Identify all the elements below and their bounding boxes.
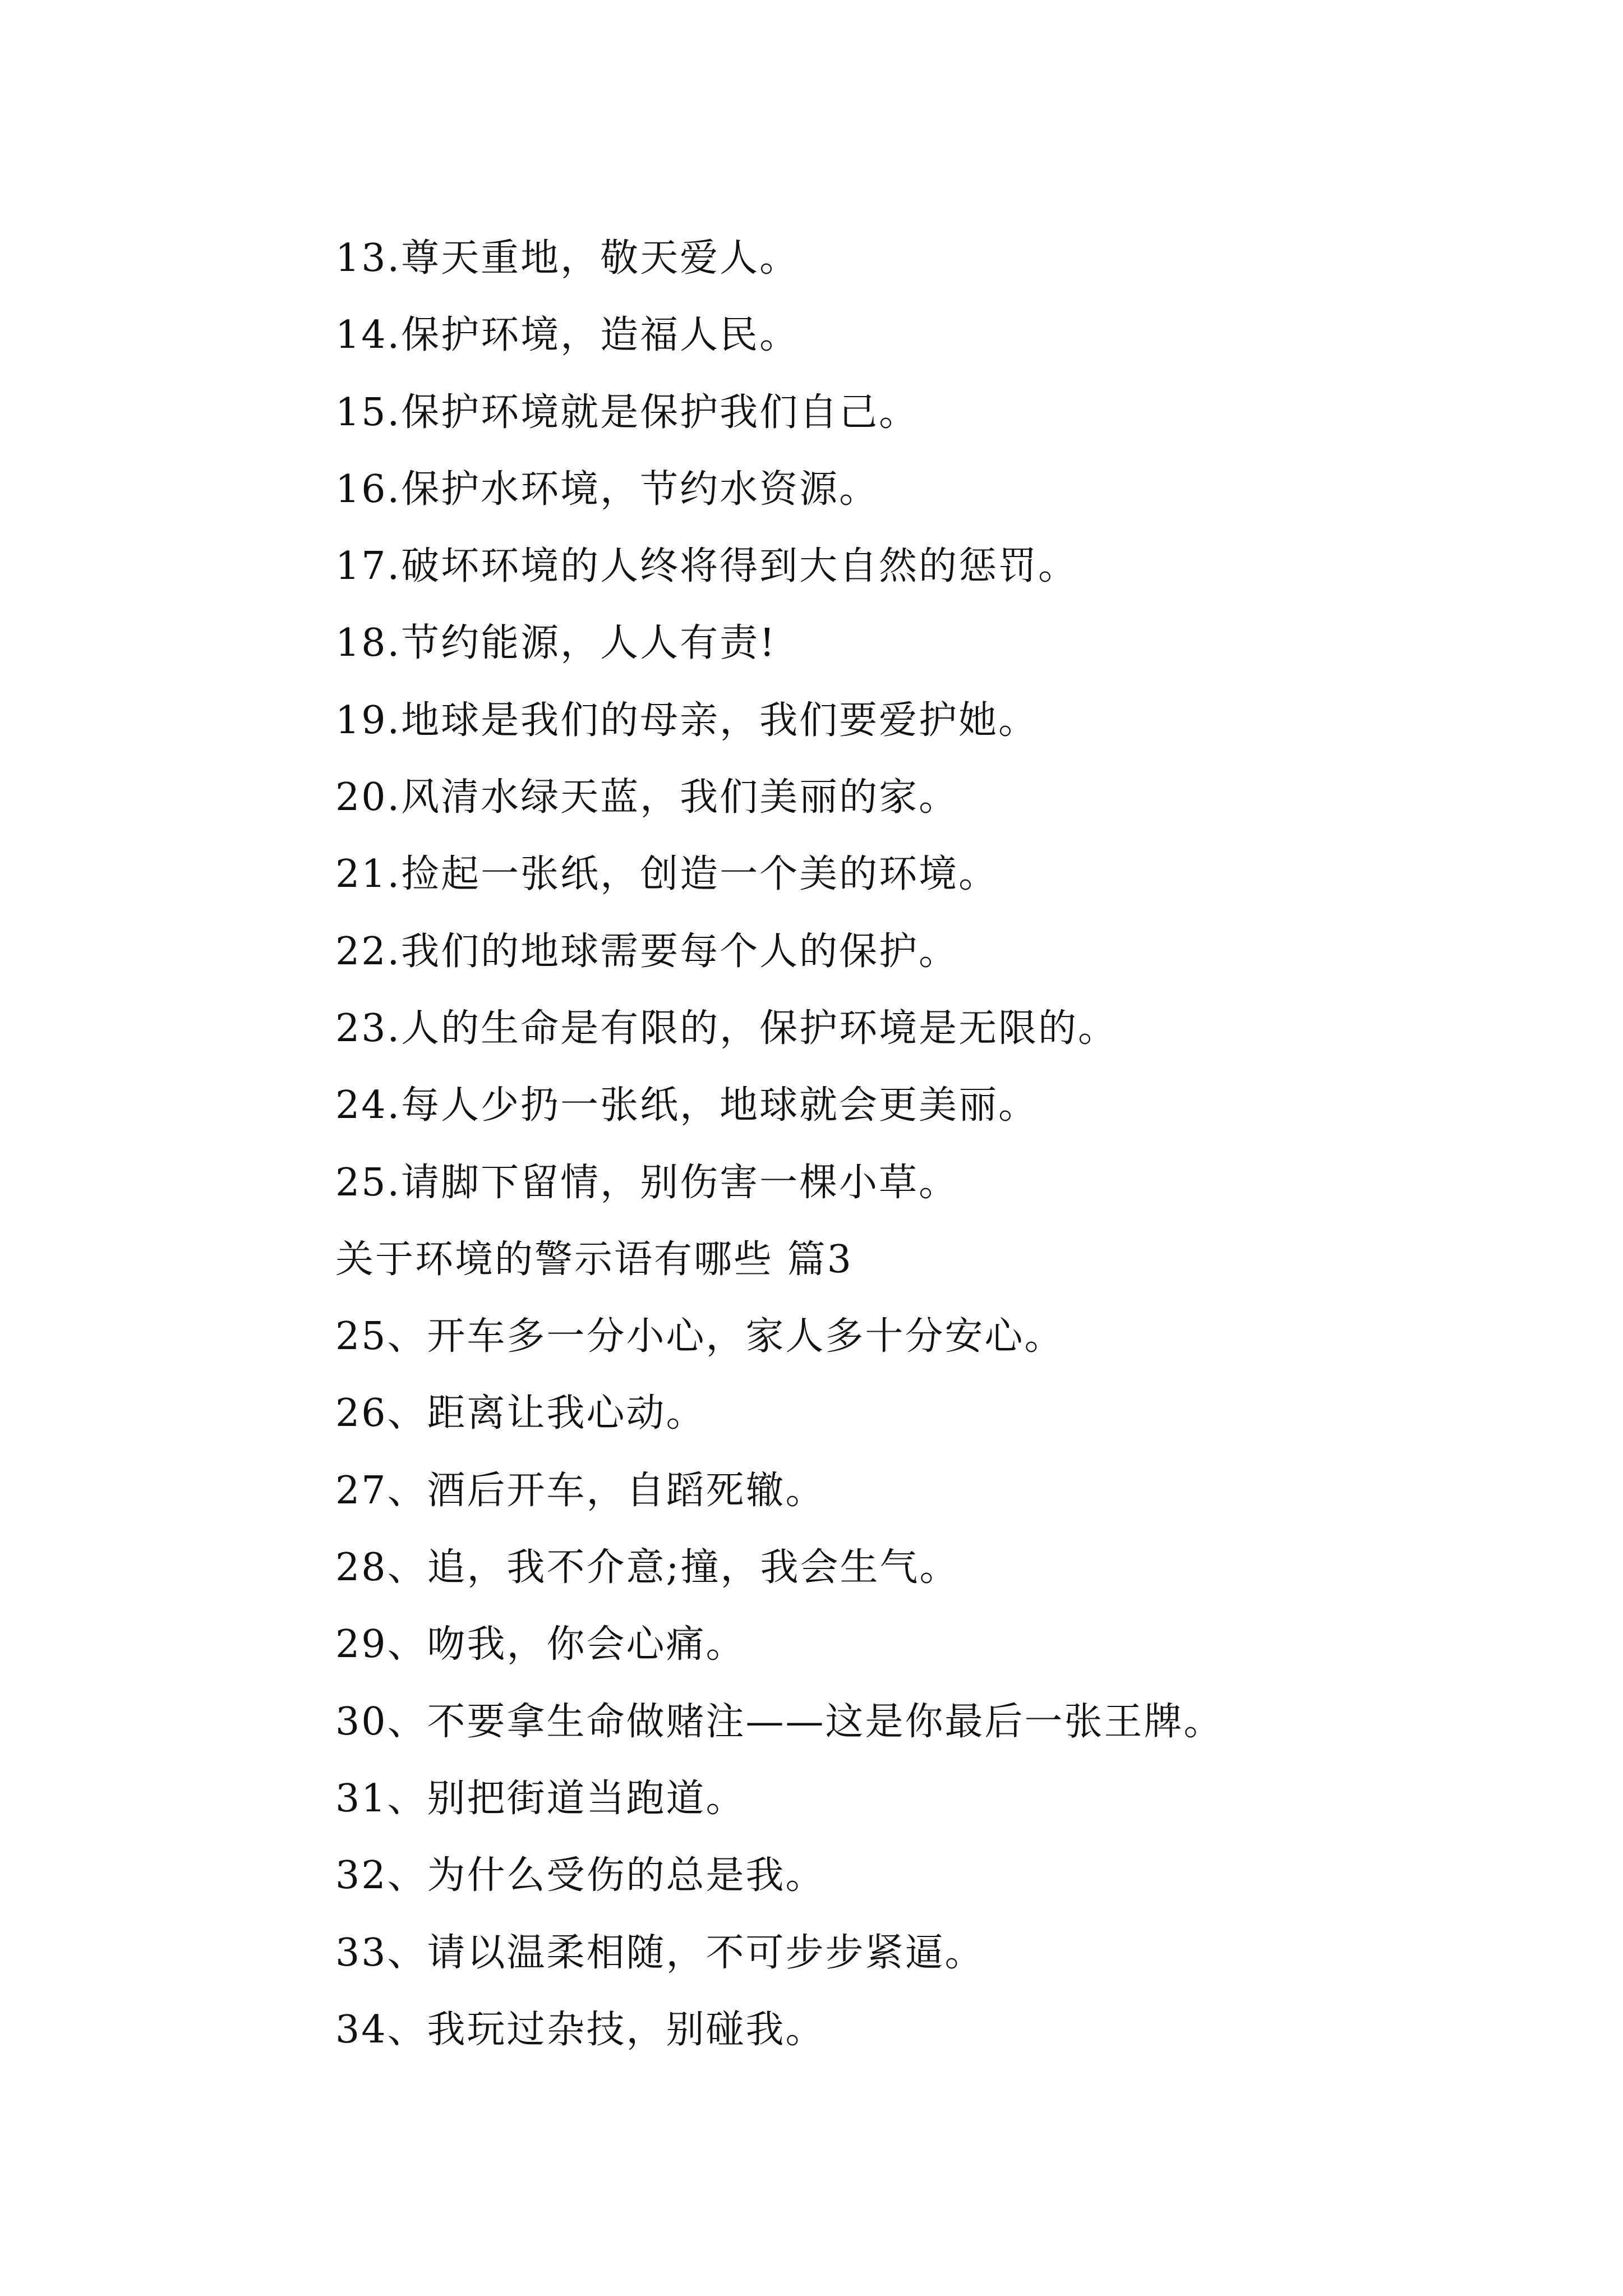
text-line: 34、我玩过杂技，别碰我。	[335, 2007, 826, 2052]
text-line: 14.保护环境，造福人民。	[335, 313, 800, 358]
text-line: 20.风清水绿天蓝，我们美丽的家。	[335, 775, 959, 820]
text-line: 27、酒后开车，自蹈死辙。	[335, 1468, 826, 1513]
document-body	[335, 220, 1485, 2068]
text-line: 33、请以温柔相随，不可步步紧逼。	[335, 1930, 985, 1975]
text-line: 22.我们的地球需要每个人的保护。	[335, 929, 959, 974]
text-line: 29、吻我，你会心痛。	[335, 1622, 746, 1667]
text-line: 24.每人少扔一张纸，地球就会更美丽。	[335, 1083, 1039, 1128]
text-line: 17.破坏环境的人终将得到大自然的惩罚。	[335, 544, 1078, 589]
text-line: 31、别把街道当跑道。	[335, 1776, 746, 1821]
text-line: 23.人的生命是有限的，保护环境是无限的。	[335, 1006, 1118, 1051]
text-line: 25.请脚下留情，别伤害一棵小草。	[335, 1160, 959, 1205]
text-line: 16.保护水环境，节约水资源。	[335, 467, 879, 512]
text-line: 18.节约能源，人人有责!	[335, 621, 777, 666]
text-line: 15.保护环境就是保护我们自己。	[335, 390, 919, 435]
text-line: 13.尊天重地，敬天爱人。	[335, 236, 800, 280]
text-line: 30、不要拿生命做赌注——这是你最后一张王牌。	[335, 1699, 1224, 1744]
text-line: 26、距离让我心动。	[335, 1391, 706, 1436]
text-line: 25、开车多一分小心，家人多十分安心。	[335, 1314, 1064, 1359]
section-heading: 关于环境的警示语有哪些 篇3	[335, 1237, 853, 1282]
text-line: 32、为什么受伤的总是我。	[335, 1853, 826, 1898]
text-line: 21.捡起一张纸，创造一个美的环境。	[335, 852, 999, 897]
text-line: 28、追，我不介意;撞，我会生气。	[335, 1545, 960, 1590]
text-line: 19.地球是我们的母亲，我们要爱护她。	[335, 698, 1039, 743]
